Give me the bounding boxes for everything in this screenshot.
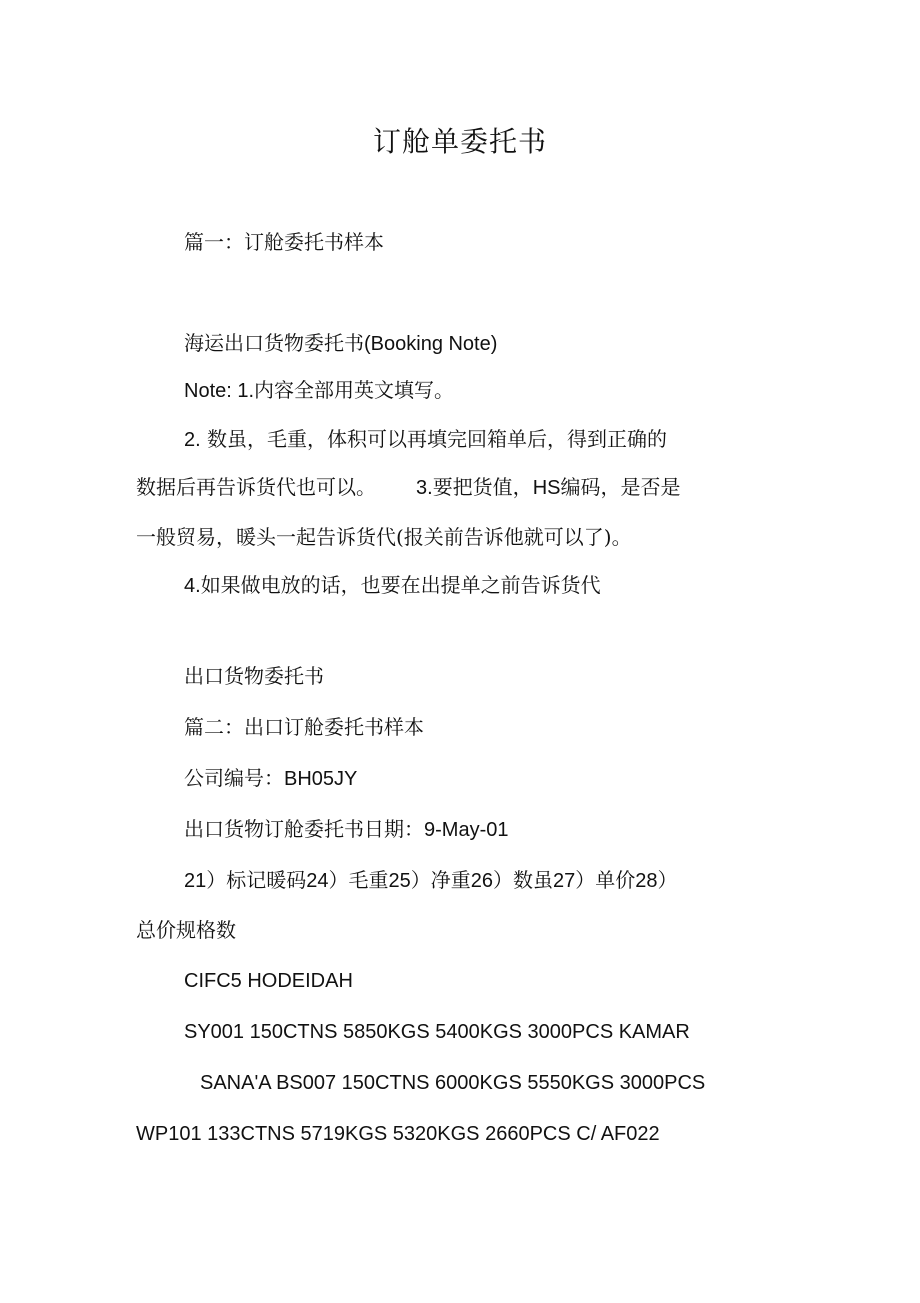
note-3-text-a: 要把货值， xyxy=(432,475,533,499)
note-4-text: 如果做电放的话，也要在出提单之前告诉货代 xyxy=(200,573,601,597)
date-value: 9-May-01 xyxy=(424,819,509,841)
company-label: 公司编号： xyxy=(184,766,284,790)
part2-heading: 篇二：出口订舱委托书样本 xyxy=(184,715,424,739)
field-num: 28 xyxy=(635,870,658,892)
field-label: ） xyxy=(657,868,678,892)
field-label: ）数虽 xyxy=(493,868,553,892)
export-title: 出口货物委托书 xyxy=(184,664,324,688)
cargo-line-2: SY001 150CTNS 5850KGS 5400KGS 3000PCS KAMAR xyxy=(184,1021,690,1043)
field-num: 25 xyxy=(388,870,411,892)
note-prefix: Note: 1. xyxy=(184,380,255,402)
field-label: ）标记暖码 xyxy=(206,868,307,892)
booking-date xyxy=(184,815,508,844)
field-num: 24 xyxy=(306,870,329,892)
note-3-number: 3. xyxy=(416,477,433,499)
fields-line-continued: 总价规格数 xyxy=(136,918,236,942)
field-num: 26 xyxy=(470,870,493,892)
field-num: 27 xyxy=(553,870,576,892)
cargo-line-3: SANA'A BS007 150CTNS 6000KGS 5550KGS 3000PCS xyxy=(200,1072,706,1094)
booking-note-title-en: (Booking Note) xyxy=(364,333,498,355)
note-2-number: 2. xyxy=(184,429,201,451)
cargo-line-4: WP101 133CTNS 5719KGS 5320KGS 2660PCS C/ AF022 xyxy=(136,1123,660,1145)
booking-note-title xyxy=(184,329,497,358)
note-3-line-c: 一般贸易，暖头一起告诉货代(报关前告诉他就可以了)。 xyxy=(136,525,632,549)
note-2-line-a xyxy=(184,425,667,454)
note-1-text: 内容全部用英文填写。 xyxy=(254,378,455,402)
field-label: ）单价 xyxy=(575,868,636,892)
note-3-text-b: 编码，是否是 xyxy=(560,475,681,499)
company-value: BH05JY xyxy=(284,768,358,790)
note-4-number: 4. xyxy=(184,575,201,597)
booking-note-title-cn: 海运出口货物委托书 xyxy=(184,331,364,355)
note-2-line-b xyxy=(136,473,680,502)
cargo-line-1: CIFC5 HODEIDAH xyxy=(184,970,353,992)
field-num: 21 xyxy=(184,870,207,892)
company-number xyxy=(184,764,357,793)
document-title: 订舱单委托书 xyxy=(372,125,547,158)
note-2-text-b: 数据后再告诉货代也可以。 xyxy=(136,475,376,499)
note-2-text-a: 数虽，毛重，体积可以再填完回箱单后，得到正确的 xyxy=(207,427,668,451)
field-label: ）净重 xyxy=(410,868,471,892)
fields-line xyxy=(184,866,678,895)
field-label: ）毛重 xyxy=(328,868,389,892)
part1-heading: 篇一：订舱委托书样本 xyxy=(184,230,384,254)
note-3-hs: HS xyxy=(532,477,561,499)
note-4 xyxy=(184,571,601,600)
date-label: 出口货物订舱委托书日期： xyxy=(184,817,424,841)
note-1 xyxy=(184,376,454,405)
